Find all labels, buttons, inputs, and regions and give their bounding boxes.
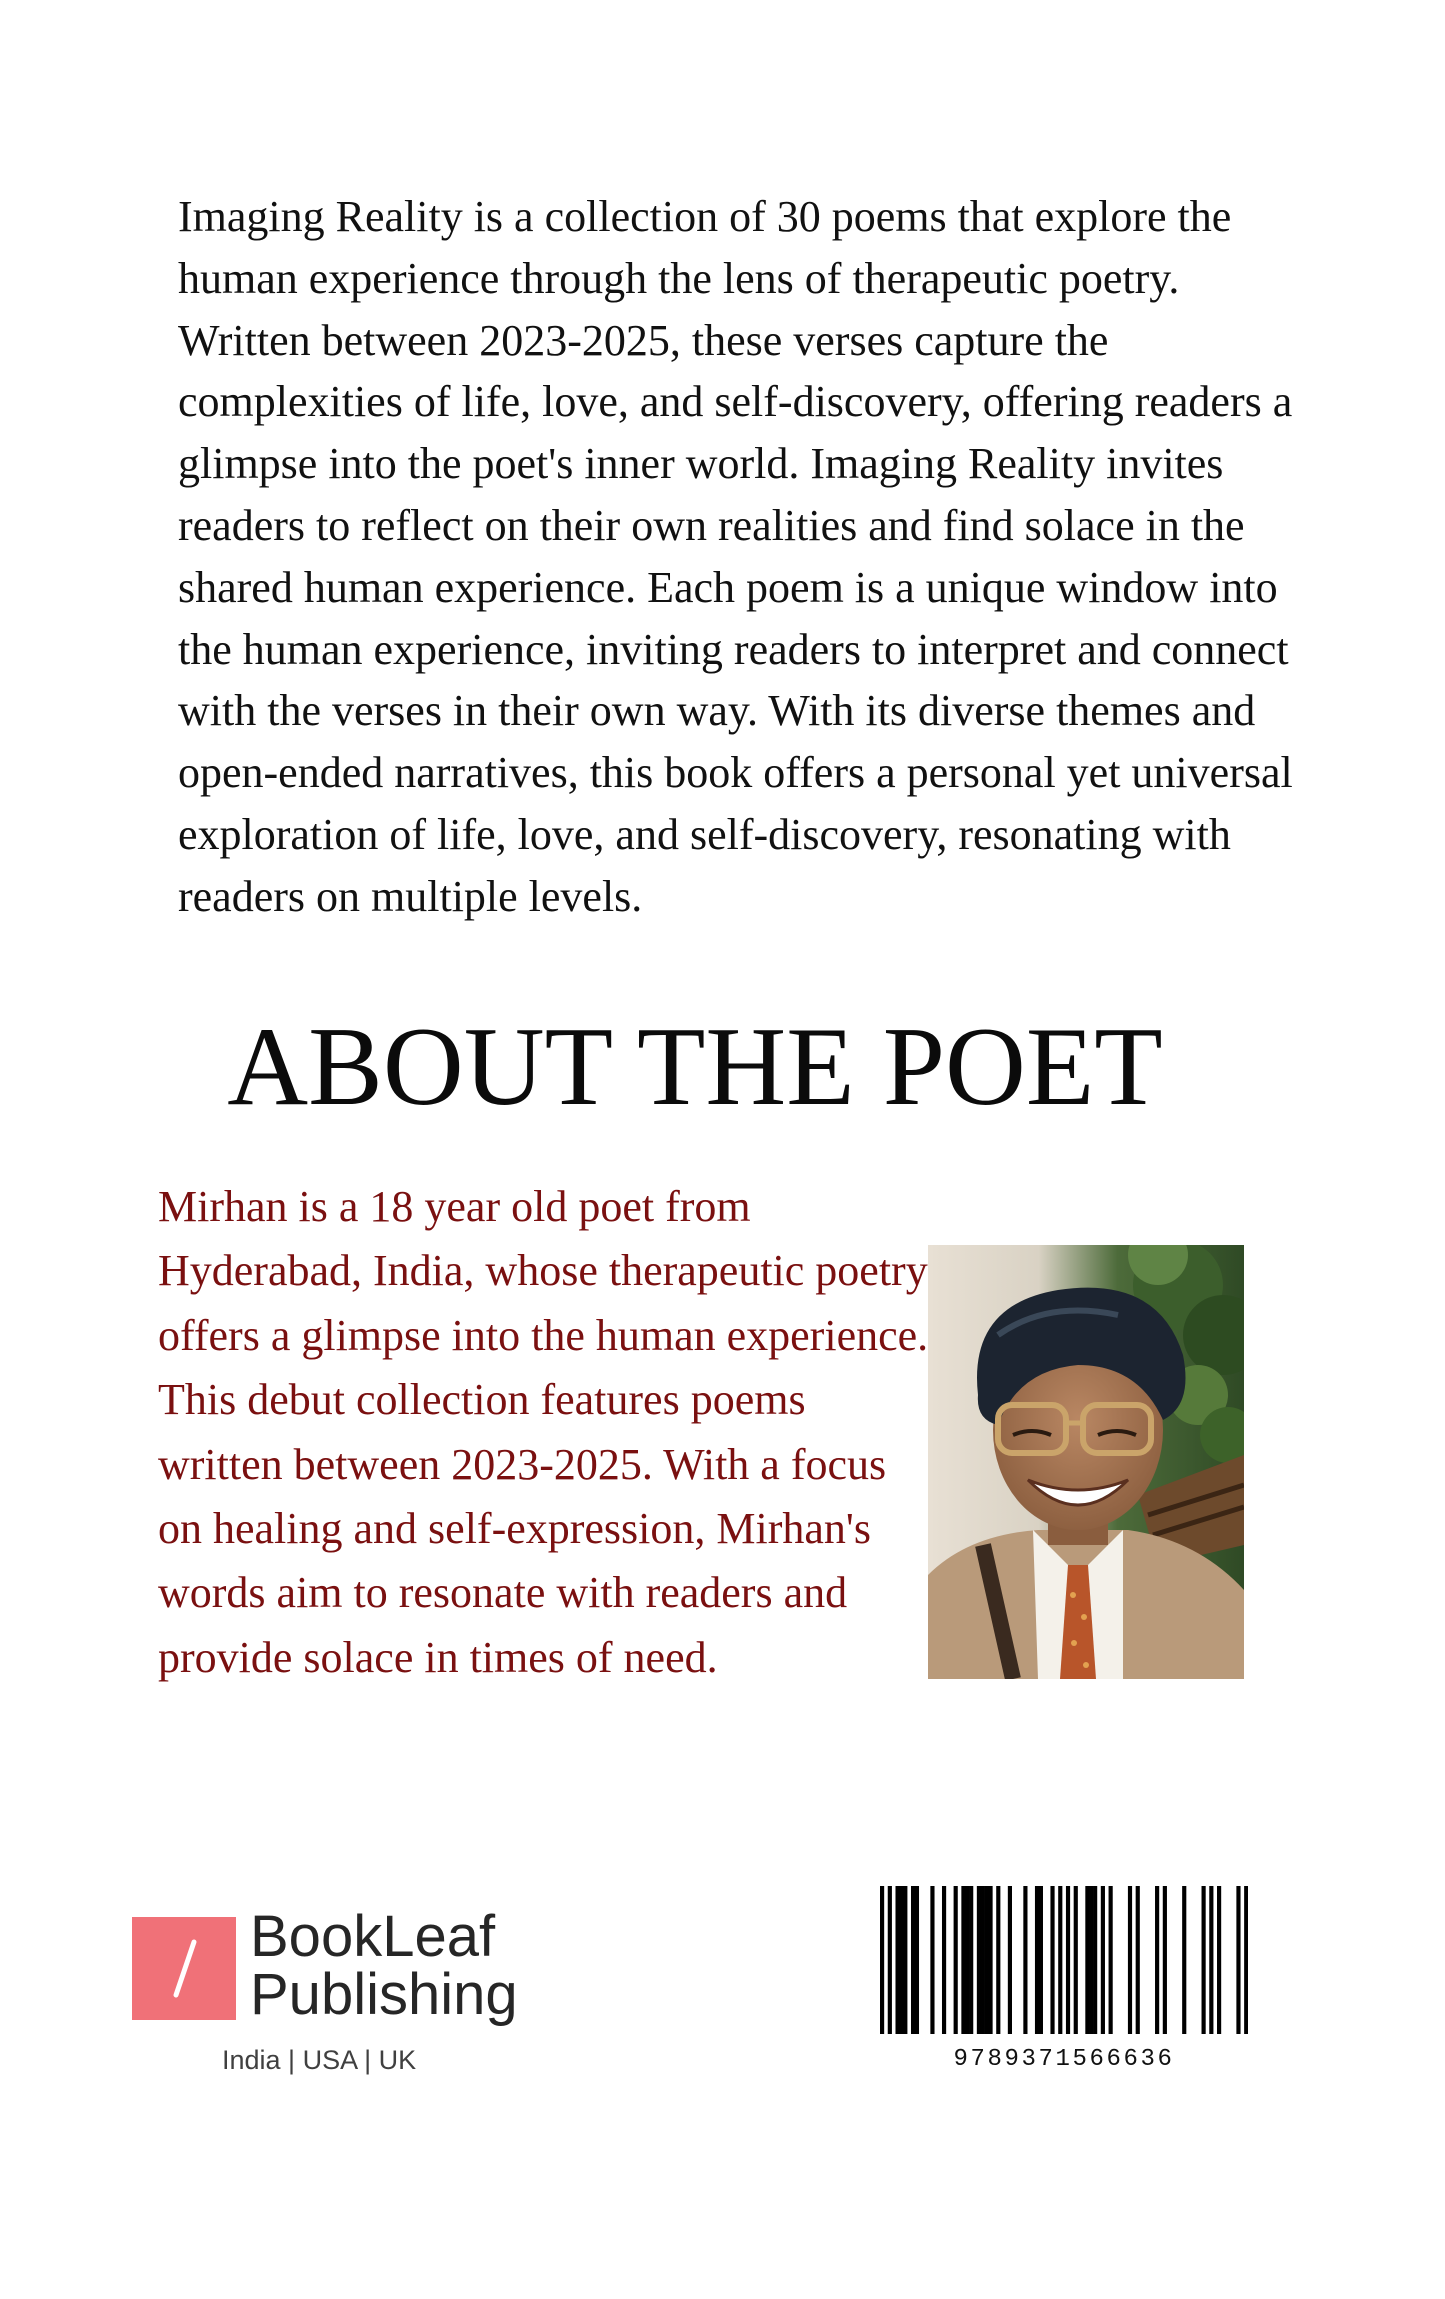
barcode-bar	[988, 1886, 992, 2034]
barcode-bar	[911, 1886, 915, 2034]
barcode-bar	[1074, 1886, 1078, 2034]
publisher-regions: India | USA | UK	[222, 2045, 417, 2075]
barcode-bar	[915, 1886, 919, 2034]
barcode-bar	[899, 1886, 903, 2034]
barcode-bar	[954, 1886, 958, 2034]
barcode-bar	[880, 1886, 884, 2034]
barcode-bar	[903, 1886, 907, 2034]
barcode-bar	[930, 1886, 934, 2034]
barcode-bar	[1008, 1886, 1012, 2034]
publisher-name	[250, 1904, 518, 2027]
barcode-bar	[1058, 1886, 1062, 2034]
barcode-bar	[985, 1886, 989, 2034]
barcode-bar	[1236, 1886, 1240, 2034]
barcode-bar	[1039, 1886, 1043, 2034]
barcode-bar	[969, 1886, 973, 2034]
barcode-bar	[1066, 1886, 1070, 2034]
barcode-bar	[1089, 1886, 1093, 2034]
isbn-number: 9789371566636	[953, 2046, 1175, 2073]
barcode-bar	[1202, 1886, 1206, 2034]
barcode-bar	[895, 1886, 899, 2034]
barcode-bar	[1085, 1886, 1089, 2034]
isbn-barcode	[880, 1886, 1248, 2034]
publisher-name-line1: BookLeaf	[250, 1904, 496, 1969]
barcode-bar	[981, 1886, 985, 2034]
publisher-logo-icon	[132, 1917, 236, 2020]
barcode-bar	[888, 1886, 892, 2034]
barcode-bar	[1155, 1886, 1159, 2034]
barcode-bar	[1023, 1886, 1027, 2034]
barcode-bar	[942, 1886, 946, 2034]
barcode-bar	[1101, 1886, 1105, 2034]
barcode-bar	[961, 1886, 965, 2034]
barcode-bar	[1244, 1886, 1248, 2034]
book-blurb: Imaging Reality is a collection of 30 poems that explore the human experience through the lens of therapeutic poetry. Written between 2023-2025, these verses capture the complexities of life, love, and self-discovery, offering readers a glimpse into the poet's inner world. Imaging Reality invites readers to reflect on their own realities and find solace in the shared human experience. Each poem is a unique window into the human experience, inviting readers to interpret and connect with the verses in their own way. With its diverse themes and open-ended narratives, this book offers a personal yet universal exploration of life, love, and self-discovery, resonating with readers on multiple levels.	[178, 192, 1293, 921]
barcode-bar	[1093, 1886, 1097, 2034]
barcode-bar	[965, 1886, 969, 2034]
barcode-bar	[1109, 1886, 1113, 2034]
poet-bio: Mirhan is a 18 year old poet from Hyderabad, India, whose therapeutic poetry offers a glimpse into the human experience. This debut collection features poems written between 2023-2025. With a focus on healing and self-expression, Mirhan's words aim to resonate with readers and provide solace in times of need.	[158, 1182, 929, 1682]
barcode-bar	[1128, 1886, 1132, 2034]
about-the-poet-heading: ABOUT THE POET	[227, 1005, 1163, 1129]
barcode-bar	[1050, 1886, 1054, 2034]
barcode-bar	[1209, 1886, 1213, 2034]
barcode-bar	[977, 1886, 981, 2034]
publisher-name-line2: Publishing	[250, 1962, 518, 2027]
poet-photo	[928, 1245, 1244, 1679]
barcode-bar	[1136, 1886, 1140, 2034]
barcode-bar	[1182, 1886, 1186, 2034]
barcode-bar	[1163, 1886, 1167, 2034]
barcode-bar	[996, 1886, 1000, 2034]
barcode-bar	[1217, 1886, 1221, 2034]
barcode-bar	[1035, 1886, 1039, 2034]
